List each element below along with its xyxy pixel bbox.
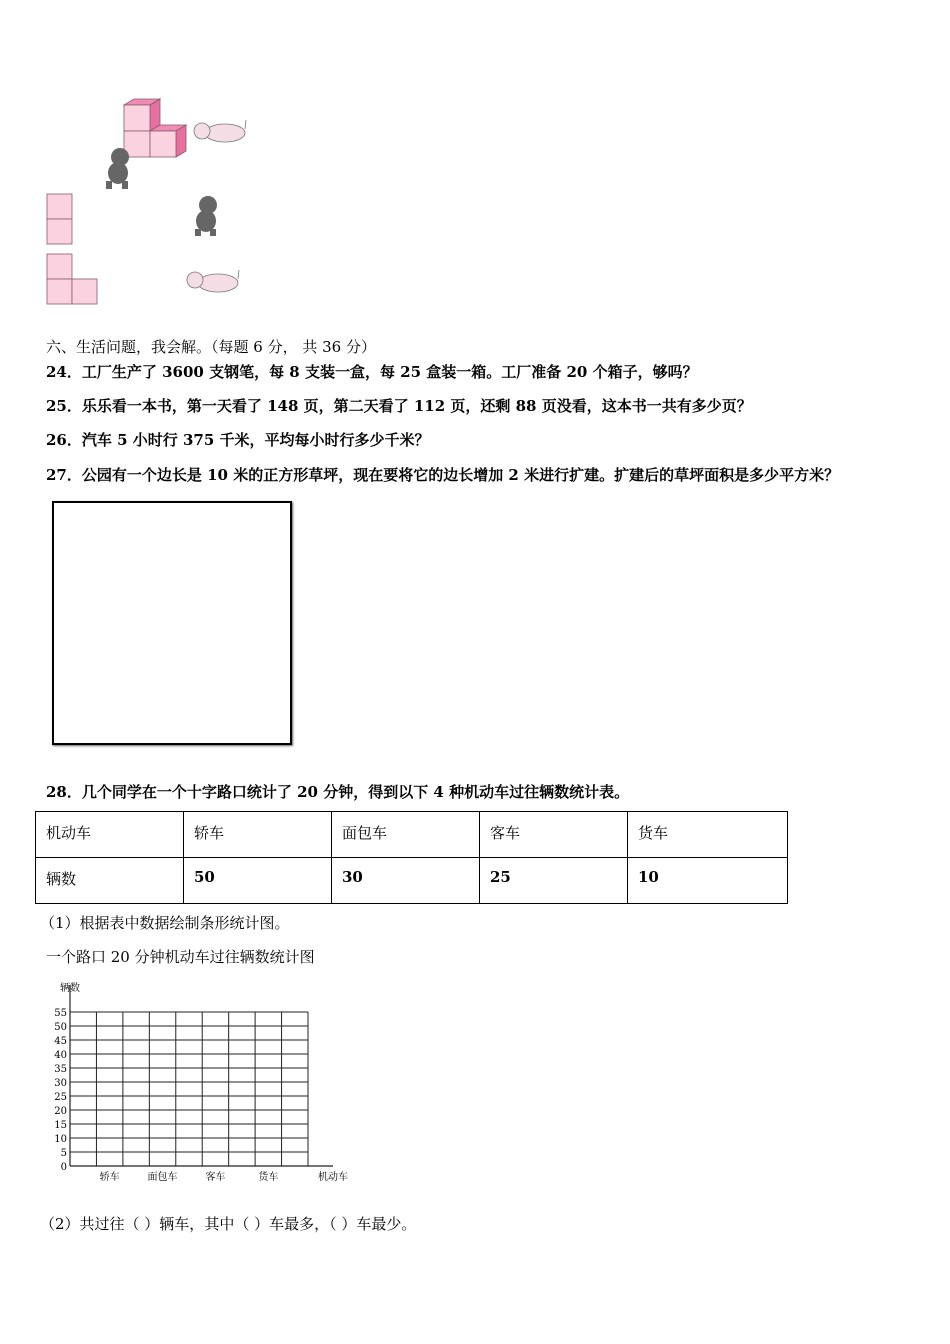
question-25: 25．乐乐看一本书，第一天看了 148 页，第二天看了 112 页，还剩 88 页没看，这本书一共有多少页？ bbox=[46, 397, 752, 415]
sub-question-2: （2）共过往（ ）辆车，其中（ ）车最多，（ ）车最少。 bbox=[40, 1215, 417, 1233]
y-tick-label: 35 bbox=[54, 1064, 67, 1075]
table-row bbox=[36, 812, 788, 858]
cube-stack-icon bbox=[124, 99, 186, 157]
dog-icon bbox=[187, 270, 239, 292]
table-cell: 50 bbox=[184, 858, 332, 904]
x-axis-label: 机动车 bbox=[318, 1172, 348, 1183]
table-cell: 10 bbox=[628, 858, 788, 904]
y-tick-label: 20 bbox=[54, 1106, 67, 1117]
y-tick-label: 30 bbox=[54, 1078, 67, 1089]
lawn-square-figure bbox=[52, 501, 292, 745]
question-28: 28．几个同学在一个十字路口统计了 20 分钟，得到以下 4 种机动车过往辆数统计表。 bbox=[46, 783, 630, 801]
question-26: 26．汽车 5 小时行 375 千米，平均每小时行多少千米？ bbox=[46, 431, 430, 449]
question-24: 24．工厂生产了 3600 支钢笔，每 8 支装一盒，每 25 盒装一箱。工厂准备 20 个箱子，够吗？ bbox=[46, 363, 698, 381]
y-tick-label: 15 bbox=[54, 1120, 67, 1131]
table-header-cell: 货车 bbox=[628, 812, 788, 858]
table-cell: 25 bbox=[480, 858, 628, 904]
y-tick-label: 40 bbox=[54, 1050, 67, 1061]
chart-title: 一个路口 20 分钟机动车过往辆数统计图 bbox=[46, 948, 315, 966]
section-heading: 六、生活问题，我会解。（每题 6 分， 共 36 分） bbox=[46, 338, 376, 356]
table-header-cell: 客车 bbox=[480, 812, 628, 858]
question-27: 27．公园有一个边长是 10 米的正方形草坪，现在要将它的边长增加 2 米进行扩建。扩建后的草坪面积是多少平方米？ bbox=[46, 466, 840, 484]
y-tick-label: 25 bbox=[54, 1092, 67, 1103]
sub-question-1: （1）根据表中数据绘制条形统计图。 bbox=[40, 914, 290, 932]
table-cell: 辆数 bbox=[36, 858, 184, 904]
cube-views-figure bbox=[40, 95, 260, 310]
y-tick-label: 50 bbox=[54, 1022, 67, 1033]
monkey-icon bbox=[106, 148, 129, 189]
y-tick-label: 10 bbox=[54, 1134, 67, 1145]
dog-icon bbox=[194, 120, 246, 142]
table-row bbox=[36, 858, 788, 904]
monkey-icon bbox=[195, 196, 217, 236]
table-cell: 30 bbox=[332, 858, 480, 904]
side-view-figure bbox=[47, 254, 97, 304]
table-header-cell: 面包车 bbox=[332, 812, 480, 858]
y-axis-label: 辆数 bbox=[60, 983, 80, 994]
y-tick-label: 0 bbox=[60, 1162, 67, 1173]
x-tick-label: 客车 bbox=[205, 1172, 226, 1183]
table-header-cell: 轿车 bbox=[184, 812, 332, 858]
x-tick-label: 面包车 bbox=[147, 1172, 178, 1183]
vehicle-count-table bbox=[35, 811, 788, 904]
x-tick-label: 货车 bbox=[258, 1172, 279, 1183]
y-tick-label: 5 bbox=[60, 1148, 67, 1159]
table-header-cell: 机动车 bbox=[36, 812, 184, 858]
y-tick-label: 55 bbox=[54, 1008, 67, 1019]
blank-bar-chart-grid bbox=[40, 975, 370, 1190]
x-tick-label: 轿车 bbox=[99, 1172, 120, 1183]
front-view-figure bbox=[47, 194, 72, 244]
y-tick-label: 45 bbox=[54, 1036, 67, 1047]
